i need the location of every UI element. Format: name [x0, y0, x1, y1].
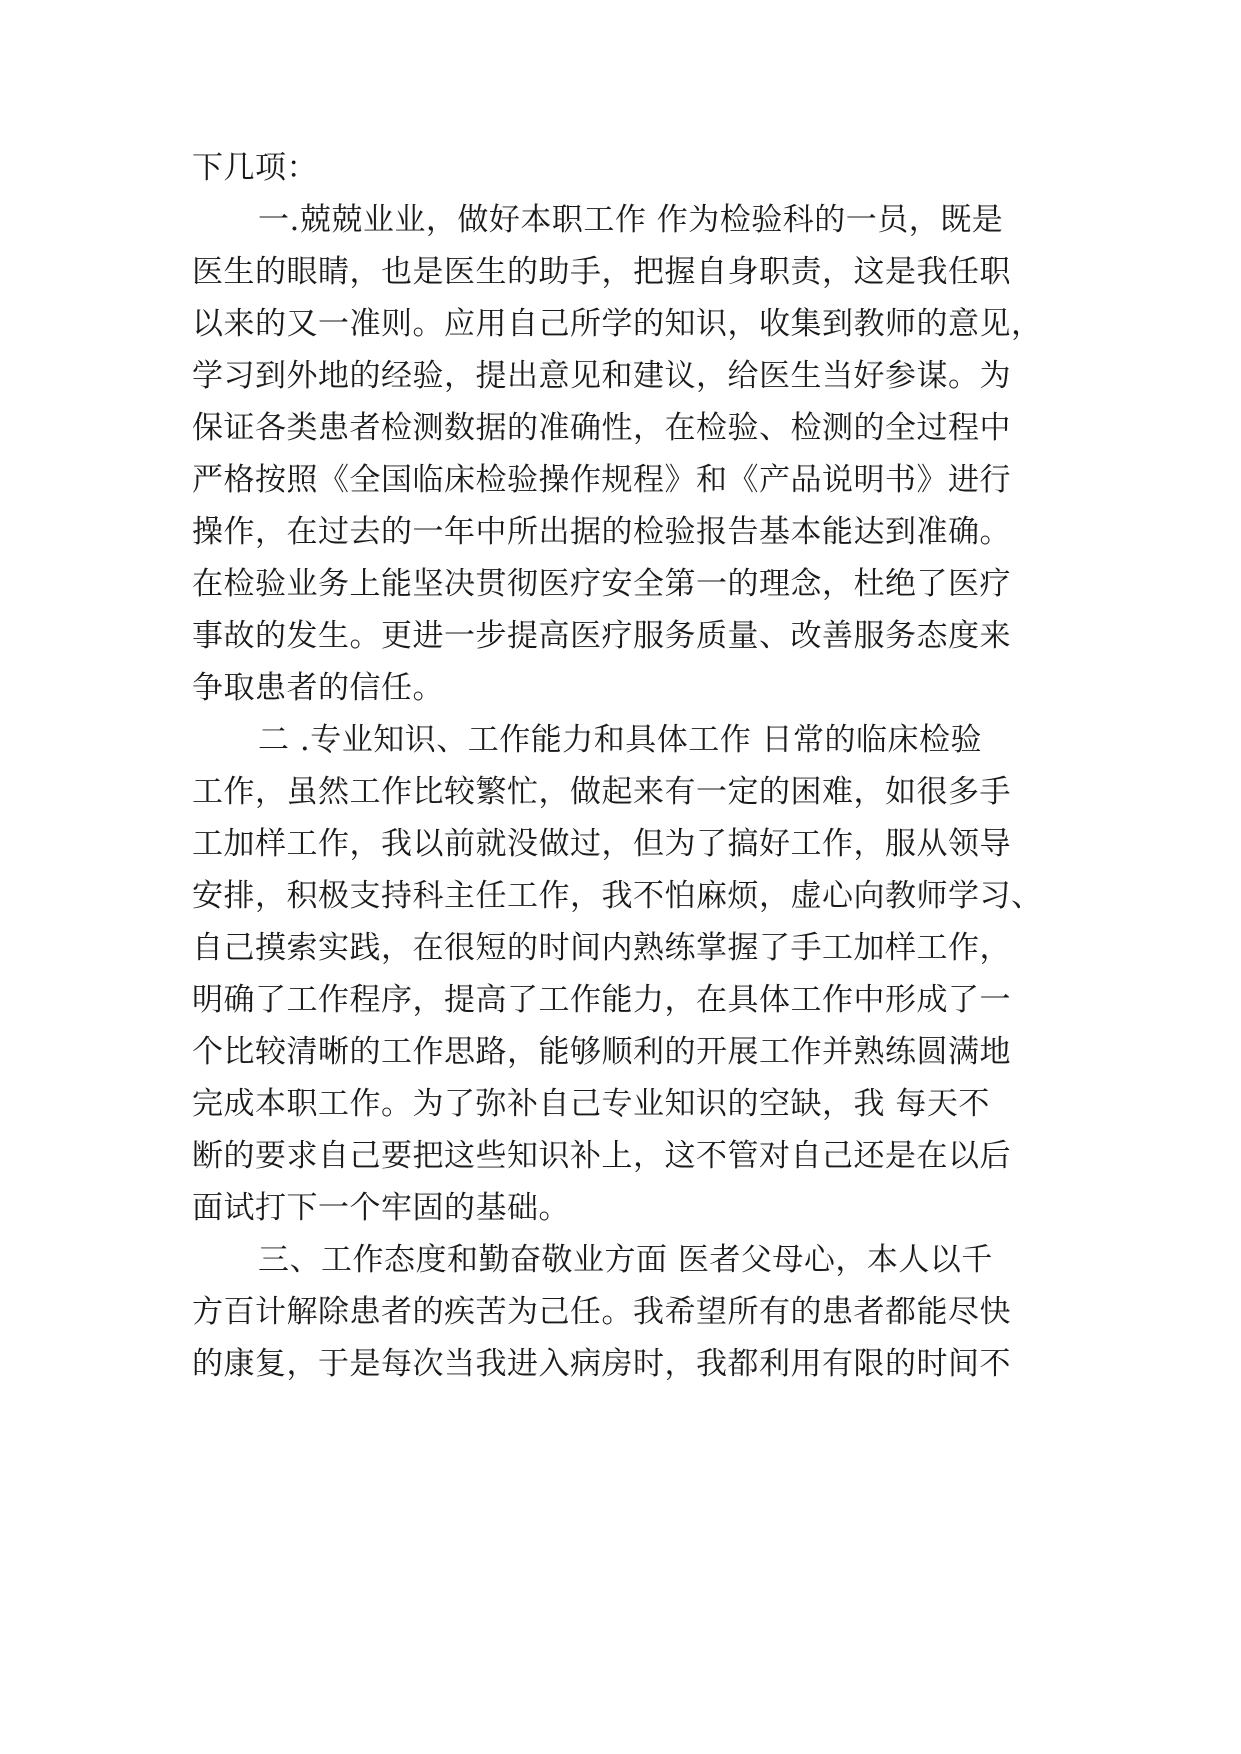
text-line: 医生的眼睛，也是医生的助手，把握自身职责，这是我任职: [192, 254, 1011, 290]
text-line: 争取患者的信任。: [192, 670, 444, 706]
text-line: 断的要求自己要把这些知识补上，这不管对自己还是在以后: [192, 1138, 1011, 1174]
section-3-heading-line: 三、工作态度和勤奋敬业方面 医者父母心，本人以千: [258, 1242, 993, 1278]
text-line: 保证各类患者检测数据的准确性，在检验、检测的全过程中: [192, 410, 1011, 446]
text-line: 的康复，于是每次当我进入病房时，我都利用有限的时间不: [192, 1346, 1011, 1382]
text-line: 完成本职工作。为了弥补自己专业知识的空缺，我 每天不: [192, 1086, 990, 1122]
text-line: 学习到外地的经验，提出意见和建议，给医生当好参谋。为: [192, 358, 1011, 394]
text-line: 严格按照《全国临床检验操作规程》和《产品说明书》进行: [192, 462, 1011, 498]
text-line: 自己摸索实践，在很短的时间内熟练掌握了手工加样工作，: [192, 930, 1011, 966]
text-line: 操作，在过去的一年中所出据的检验报告基本能达到准确。: [192, 514, 1011, 550]
text-line: 工加样工作，我以前就没做过，但为了搞好工作，服从领导: [192, 826, 1011, 862]
text-line: 下几项：: [192, 150, 318, 186]
text-line: 以来的又一准则。应用自己所学的知识，收集到教师的意见，: [192, 306, 1043, 342]
text-line: 方百计解除患者的疾苦为己任。我希望所有的患者都能尽快: [192, 1294, 1011, 1330]
text-line: 在检验业务上能坚决贯彻医疗安全第一的理念，杜绝了医疗: [192, 566, 1011, 602]
text-line: 事故的发生。更进一步提高医疗服务质量、改善服务态度来: [192, 618, 1011, 654]
section-1-heading-line: 一.兢兢业业，做好本职工作 作为检验科的一员，既是: [258, 202, 1004, 238]
text-line: 明确了工作程序，提高了工作能力，在具体工作中形成了一: [192, 982, 1011, 1018]
text-line: 个比较清晰的工作思路，能够顺利的开展工作并熟练圆满地: [192, 1034, 1011, 1070]
text-line: 工作，虽然工作比较繁忙，做起来有一定的困难，如很多手: [192, 774, 1011, 810]
section-2-heading-line: 二 .专业知识、工作能力和具体工作 日常的临床检验: [258, 722, 983, 758]
text-line: 安排，积极支持科主任工作，我不怕麻烦，虚心向教师学习、: [192, 878, 1043, 914]
text-line: 面试打下一个牢固的基础。: [192, 1190, 570, 1226]
